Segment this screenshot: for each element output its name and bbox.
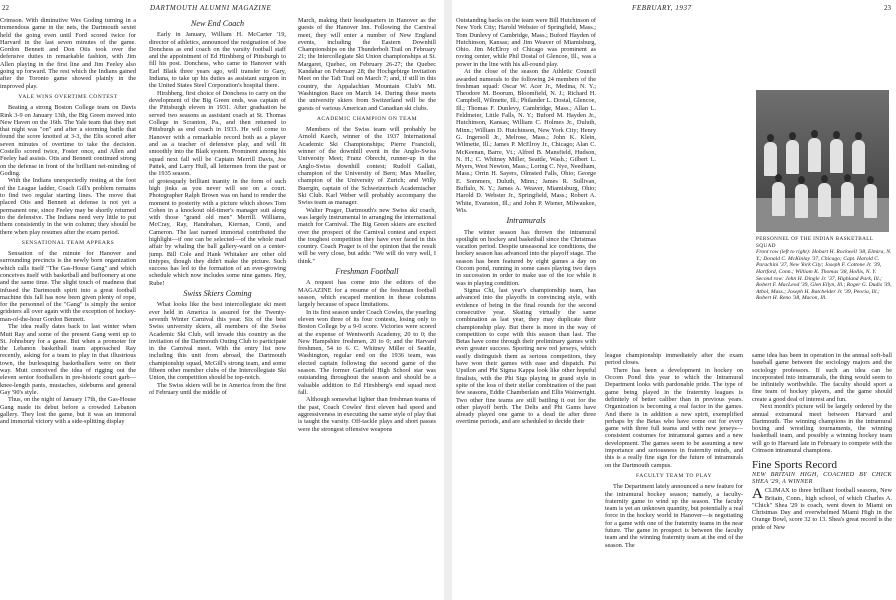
paragraph: Crimson. With diminutive Wes Goding turning in a tremendous game in the nets, the Dartmouth sextet held the going even until Ford scored twice for Harvard in the last seven minutes of the game. Gordon Bennett and Don Otis took over the defensive duties in remarkable fashion, with Jim Allen playing in the first line and Jim Feeley also going up forward. The rest which the Indians gained after the Toronto game showed plainly in the improved play. <box>0 17 136 90</box>
paragraph: March, making their headquarters in Hanover as the guests of the Hanover Inn. Following the Carnival meet, they will enter a number of New England events, including the Eastern Downhill Championships on the Thunderbolt Trail on February 21; the Intercollegiate Ski Union championships at St. Margaret, Quebec, on February 26-27; the Quebec Kandahar on February 28; the Hochgebirge Invitation Meet on the Taft Trail on March 7; and, if still in this country, the Appalachian Mountain Club's Mt. Washington Race on March 14. During these meets the university skiers from Switzerland will be the guests of various American and Canadian ski clubs. <box>298 17 436 112</box>
paragraph: At the close of the season the Athletic Council awarded numerals to the following 24 members of the freshman squad: Oscar W. Acer Jr., Medina, N. Y.; Theodore M. Boorum, Bloomfield, N. J.; Richard H. Campbell, Wilmette, Ill.; Philander L. Dostal, Glencoe, Ill.; Thomas F. Dunlevy, Cambridge, Mass.; Allan L. Feldmeier, Little Falls, N. Y.; Buford M. Hayden Jr., Hutchinson, Kansas; William C. Holmes Jr., Duluth, Minn.; William D. Hutchinson, New York City; Henry G. Ingersoll Jr., Melrose, Mass.; John K. Klein, Wilmette, Ill.; James P. McElroy Jr., Chicago; Alan C. McKeenan, Barre, Vt.; Alfred B. Mansfield, Hudson, N. H.; C. Whitney Miller, Seattle, Wash.; Gilbert L. Myers, West Newton, Mass.; Loring C. Nye, Needham, Mass.; Orrin H. Sayers, Olmsted Falls, Ohio; George E. Sommers, Duluth, Minn.; James R. Sullivan, Buffalo, N. Y.; James A. Weaver, Miamisburg, Ohio; Harold D. Webster Jr., Springfield, Mass.; Robert A. White, Evanston, Ill.; and John P. Wiener, Milwaukee, Wis. <box>456 68 596 214</box>
box-paragraph <box>752 487 892 531</box>
right-column-2 <box>605 352 743 600</box>
paragraph: Outstanding backs on the team were Bill Hutchinson of New York City; Harold Webster of Springfield, Mass.; Tom Dunlevy of Cambridge, Mass.; Buford Hayden of Hutchinson, Kansas; and Jim Weaver of Miamisburg, Ohio. Jim McElroy of Chicago was prominent as roving center, while Phil Dostal of Glencoe, Ill., was a power in the line with his all-round play. <box>456 17 596 68</box>
left-column-1 <box>0 17 136 600</box>
left-running-head: DARTMOUTH ALUMNI MAGAZINE <box>150 4 272 12</box>
player-figure <box>795 184 808 218</box>
right-page <box>452 0 896 600</box>
left-column-2 <box>149 17 286 600</box>
right-column-3 <box>752 352 892 600</box>
paragraph: same idea has been in operation in the annual soft-ball baseball game between the sociology majors and the sociology professors. If such an idea can be incorporated into intramurals, the thing would seem to be infinitely worthwhile. The faculty should sport a fine team of hockey players, and the game should create a good deal of interest and fun. <box>752 352 892 403</box>
right-running-head: FEBRUARY, 1937 <box>632 4 692 12</box>
article-heading: Swiss Skiers Coming <box>183 289 252 299</box>
article-heading: Intramurals <box>506 216 546 226</box>
paragraph: The Swiss skiers will be in America from the first of February until the middle of <box>149 381 286 397</box>
player-figure <box>864 184 877 218</box>
player-figure <box>830 139 843 173</box>
player-figure <box>841 182 854 216</box>
paragraph: Although somewhat lighter than freshman teams of the past, Coach Cowles' first eleven had speed and aggressiveness in executing the same style of play that is taught the varsity. Off-tackle plays and short passes were the strongest offensive weapons <box>298 396 436 433</box>
photo-caption <box>756 236 892 302</box>
drop-cap: A <box>752 486 763 503</box>
photo-caption-title: PERSONNEL OF THE INDIAN BASKETBALL SQUAD <box>756 236 874 249</box>
article-heading: New End Coach <box>190 19 245 28</box>
photo-caption-text: Front row (left to right): Hobart H. Rockwell '38, Elmira, N. Y.; Donald C. McKinlay '37, Chicago; Capt. Harold C. Parachini '37, New York City; Joseph F. Cottone Jr. '39, Hartford, Conn.; William K. Thomas '38, Hollis, N. Y. Second row: John H. Dingle Jr. '37, Highland Park, Ill.; Robert F. MacLeod '39, Glen Ellyn, Ill.; Roger G. Dudis '39, Athol, Mass.; Joseph H. Batchelder Jr. '39, Peoria, Ill.; Robert H. Reno '38, Macon, Ill. <box>756 249 892 302</box>
paragraph: Beating a strong Boston College team on Davis Rink 3-9 on January 13th, the Big Green moved into New Haven on the 16th. The Yale team that they met that night was "on" and after a storming battle that found the score knotted at 3-3, the Elis scored after seven minutes of overtime to take the decision. Costello scored twice, Foster once, and Allen and Feeley had assists. Otis and Bennett continued strong on the defense in front of the brilliant net-minding of Goding. <box>0 104 136 177</box>
paragraph: Walter Prager, Dartmouth's new Swiss ski coach, was largely instrumental in arranging the international match for Carnival. The Big Green skiers are excited over the prospect of the Carnival contest and expect the toughest competition they have ever faced in this country. Coach Prager is of the opinion that the result will be very close, but adds: "We will do very well, I think." <box>298 206 436 265</box>
right-page-number: 23 <box>884 4 891 12</box>
paragraph: The Department lately announced a new feature for the intramural hockey season; namely, a faculty-fraternity game to wind up the season. The faculty team is yet an unknown quantity, but potentially a real force in the hockey world in Hanover—is negotiating for a game with one of the fraternity teams in the near future. The game in prospect is between the faculty team and the winning fraternity team at the end of the season. The <box>605 483 743 549</box>
paragraph: Sensation of the minute for Hanover and surrounding precincts is the newly born organization which calls itself "The Gas-House Gang" and which conceives itself with basketball and buffoonery at one and the same time. The slight touch of madness that infused the Dartmouth spirit into a great football machine this fall has now been given plenty of rope, for the personnel of the "Gang" is simply the senior gridsters all over again with the exception of hockey-man-of-the-hour Gordon Bennett. <box>0 250 136 323</box>
section-heading: SENSATIONAL TEAM APPEARS <box>21 239 115 246</box>
paragraph: Thus, on the night of January 17th, the Gas-House Gang made its debut before a crowded Lebanon gallery. They lost the game, but it was an immoral and immortal victory with a side-splitting display <box>0 396 136 426</box>
player-figure <box>808 138 821 172</box>
paragraph: The winter season has thrown the intramural spotlight on hockey and basketball since the Christmas vacation period. Despite unseasonal ice conditions, the hockey season has advanced into the playoff stage. The season has been featured by eight games a day on Occom pond, running in some cases playing two days in succession in order to make use of the ice while it was in playing condition. <box>456 228 596 287</box>
paragraph: With the Indians unexpectedly resting at the foot of the League ladder, Coach Gill's problem remains to find two regular starting lines. The move that placed Otis and Bennett at defense is not yet a permanent one, since Feeley may be shortly returned to the defensive. The Indians need very little to put them consistently in the win column; they should be there when play resumes after the exam period. <box>0 177 136 236</box>
section-heading: ACADEMIC CHAMPION ON TEAM <box>316 115 418 122</box>
box-paragraph-text: CLIMAX to three brilliant football seasons, New Britain, Conn., high school, of which Charles A. "Chick" Shea '29 is coach, went down to Miami on Christmas Day and overwhelmed Miami High in the Orange Bowl, score 32 to 13. Shea's great record is the pride of New <box>752 487 892 531</box>
paragraph: A request has come into the editors of the MAGAZINE for a resume of the freshman football season, which escaped mention in these columns largely because of space limitations. <box>298 279 436 309</box>
player-figure <box>772 182 785 216</box>
player-figure <box>818 183 831 217</box>
right-column-1 <box>456 17 596 600</box>
player-figure <box>852 140 865 174</box>
player-figure <box>764 142 777 176</box>
basketball-squad-photo <box>756 90 889 232</box>
paragraph: There has been a development in hockey on Occom Pond this year to which the Intramural Department looks with pardonable pride. The type of game being played in the fraternity leagues is definitely of better caliber than in previous years. Organization is becoming a real factor in the games. And there is in addition a new spirit, exemplified perhaps by the Betas who have come out for every game with three full teams and with new jerseys—consistent costumes for intramural games and a new development. The games seem to be assuming a new importance and seriousness in fraternity minds, and this is a really fine sign for the future of intramurals on the Dartmouth campus. <box>605 366 743 469</box>
paragraph: In its first season under Coach Cowles, the yearling eleven won three of its four contests, losing only to Boston College by a 9-0 score. Victories were scored at the expense of Wentworth Academy, 20 to 0; the New Hampshire freshmen, 20 to 0; and the Harvard freshmen, 54 to 6. C. Whitney Miller of Seattle, Washington, regular end on the 1936 team, was elected captain following the second game of the season. The former Garfield High School star was outstanding throughout the season and should be a valuable addition to Ed Hirshberg's end squad next fall. <box>298 308 436 396</box>
paragraph: Early in January, William H. McCarter '19, director of athletics, announced the resignation of Joe Donchess as end coach on the varsity football staff and the appointment of Ed Hirshberg of Pittsburgh to fill his post. Donchess, who came to Hanover with Earl Blaik three years ago, will transfer to Gary, Indiana, to take up his duties as assistant surgeon in the United States Steel Corporation's hospital there. <box>149 31 286 90</box>
paragraph: league championship immediately after the exam period closes. <box>605 352 743 367</box>
paragraph: What looks like the best intercollegiate ski meet ever held in America is assured for the Twenty-seventh Winter Carnival this year. Six of the best Swiss university skiers, all members of the Swiss Academic Ski Club, will invade this country as the invitation of the Dartmouth Outing Club to participate in the Carnival meet. With the entry list now including this unit from abroad, the Dartmouth championship squad, McGill's strong team, and some fifteen other member clubs of the Intercollegiate Ski Union, the competition should be top-notch. <box>149 301 286 382</box>
article-heading: Freshman Football <box>335 266 399 276</box>
left-column-3 <box>298 17 436 600</box>
section-heading: YALE WINS OVERTIME CONTEST <box>18 93 118 100</box>
left-page <box>0 0 444 600</box>
paragraph: Next month's picture will be largely ordered by the annual extramural meet between Harvard and Dartmouth. The winning champions in the intramural boxing and wrestling tournaments, the winning basketball team, and possibly a winning hockey team will go to Harvard late in February to compete with the Crimson intramural champions. <box>752 403 892 455</box>
player-figure <box>786 140 799 174</box>
box-heading: Fine Sports Record <box>752 459 837 472</box>
paragraph: Sigma Chi, last year's championship team, has advanced into the playoffs in convincing style, with evidence of being in the final rounds for the second consecutive year. Skating virtually the same combination as last year, they may duplicate their championship play. But there is more in the way of competition to cope with this season than last. The Betas have come through their preliminary games with even greater success. Sporting new red jerseys, which easily distinguish them as serious competitors, they have won their games with ease and dispatch. Psi Upsilon and Phi Sigma Kappa look like other hopeful finalists, with the Phi Sigs playing in grand style in spite of the loss of their stellar combination of the past few seasons, Eddie Chamberlain and Ellis Wainwright. Two other fine teams are still battling it out for the other playoff berth. The Delts and Phi Gams have already played one game to a dead tie after three overtime periods, and are scheduled to decide their <box>456 287 596 426</box>
paragraph: Members of the Swiss team will probably be Arnold Kaech, winner of the 1937 International Academic Ski Championships; Pierre Francioli, winner of the downhill event in the Anglo-Swiss University Meet; Franz Obrecht, runner-up in the Anglo-Swiss downhill contest; Rudolf Gallati, champion of the University of Bern; Max Mueller, champion of the University of Zurich; and Willy Buergin, captain of the Schweizerisch Academischer Ski Club. Karl Weber will probably accompany the Swiss team as manager. <box>298 126 436 207</box>
paragraph: of grotesquely brilliant inanity in the form of such high jinks as you never will see on a court. Photographer Ralph Brown was on hand to render the moment to posterity with a picture which shows Tom Cohen in a knockout old-timer's manager suit along with those "grand old men" Merrill. Williams, McCray, Ray, Handrahan, Kiernan, Conti, and Cameron. The last named immortal contributed the highlight—if one can be selected—of the whole mad affair by whaling the ball gallery-ward on a center-jump. Bill Cole and Hank Whitaker are other old tintypes, though they didn't make the picture. Such success has led to the formation of an ever-growing schedule which now includes some nine games. Hey, Rube! <box>149 177 286 287</box>
paragraph: The idea really dates back to last winter when Mutt Ray and some of the present Gang went up to St. Johnsbury for a game. But when a promoter for the Lebanon basketball team approached Ray recently, asking for a team to play in that illustrious town, the burlesquing basketballers were on their way. Mutt conceived the idea of rigging out the eleven senior footballers in pre-historic court garb—knee-length pants, mustaches, sideburns and general Gay '90's style. <box>0 323 136 396</box>
left-page-number: 22 <box>2 4 9 12</box>
paragraph: Hirshberg, first choice of Donchess to carry on the development of the Big Green ends, was captain of the Pittsburgh eleven in 1931. After graduation he served two seasons as assistant coach at St. Thomas College in Scranton, Pa., and then returned to Pittsburgh as end coach in 1933. He will come to Hanover with a remarkable record both as a player and as a teacher of defensive play, and will fit smoothly into the Blaik system. Prominent among his squad next fall will be Captain Merrill Davis, Joe Pattek, and Larry Hull, all lettermen from the past or the 1935 season. <box>149 89 286 178</box>
box-subheading: NEW BRITAIN HIGH, COACHED BY CHICK SHEA '29, A WINNER <box>752 470 892 485</box>
binding-gutter <box>444 0 452 600</box>
section-heading: FACULTY TEAM TO PLAY <box>636 472 712 479</box>
